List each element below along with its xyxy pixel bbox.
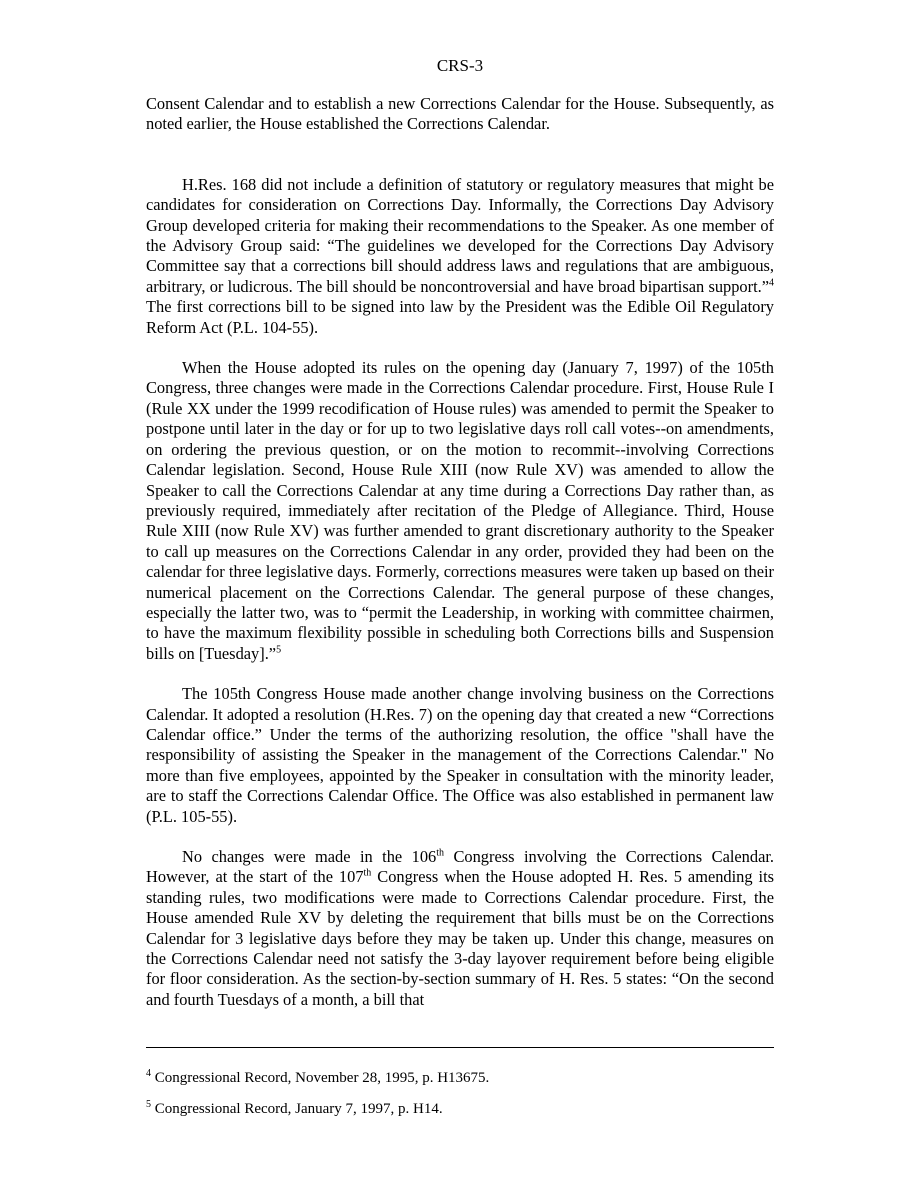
footnote-number: 5	[146, 1099, 151, 1110]
footnotes	[146, 1068, 774, 1130]
paragraph-text: The first corrections bill to be signed into law by the President was the Edible Oil Regulatory Reform Act (P.L. 104-55).	[146, 297, 774, 337]
footnote-5	[146, 1099, 774, 1119]
paragraph-105th-rule-changes	[146, 358, 774, 664]
ordinal-suffix: th	[363, 867, 372, 879]
footnote-4	[146, 1068, 774, 1088]
footnote-ref-5: 5	[276, 644, 282, 656]
footnote-text: Congressional Record, January 7, 1997, p. H14.	[151, 1101, 443, 1117]
footnote-divider	[146, 1047, 774, 1048]
footnote-number: 4	[146, 1068, 151, 1079]
footnote-ref-4: 4	[769, 277, 774, 289]
paragraph-text: H.Res. 168 did not include a definition of statutory or regulatory measures that might be candidates for consideration on Corrections Day. Informally, the Corrections Day Advisory Group developed criteria for making their recommendations to the Speaker. As one member of the Advisory Group said: “The guidelines we developed for the Corrections Day Advisory Committee say that a corrections bill should address laws and regulations that are ambiguous, arbitrary, or ludicrous. The bill should be noncontroversial and have broad bipartisan support.”	[146, 174, 774, 296]
paragraph-text: Congress when the House adopted H. Res. 5 amending its standing rules, two modifications were made to Corrections Calendar procedure. First, the House amended Rule XV by deleting the requirement that bills must be on the Corrections Calendar for 3 legislative days before they may be taken up. Under this change, measures on the Corrections Calendar need not satisfy the 3-day layover requirement before being eligible for floor consideration. As the section-by-section summary of H. Res. 5 states: “On the second and fourth Tuesdays of a month, a bill that	[146, 867, 775, 1009]
page-number: CRS-3	[436, 56, 484, 75]
paragraph-107th-changes	[146, 847, 774, 1010]
body-text	[146, 94, 774, 1010]
footnote-text: Congressional Record, November 28, 1995, p. H13675.	[151, 1070, 490, 1086]
ordinal-suffix: th	[436, 847, 445, 859]
paragraph-corrections-office: The 105th Congress House made another change involving business on the Corrections Calendar. It adopted a resolution (H.Res. 7) on the opening day that created a new “Corrections Calendar office.” Under the terms of the authorizing resolution, the office "shall have the responsibility of assisting the Speaker in the management of the Corrections Calendar." No more than five employees, appointed by the Speaker in consultation with the minority leader, are to staff the Corrections Calendar Office. The Office was also established in permanent law (P.L. 105-55).	[146, 684, 774, 826]
paragraph-text: Congress involving the Corrections Calendar. However, at the start of the 107	[146, 847, 774, 887]
paragraph-text: When the House adopted its rules on the opening day (January 7, 1997) of the 105th Congress, three changes were made in the Corrections Calendar procedure. First, House Rule I (Rule XX under the 1999 recodification of House rules) was amended to permit the Speaker to postpone until later in the day or for up to two legislative days roll call votes--on amendments, on ordering the previous question, or on the motion to recommit--involving Corrections Calendar legislation. Second, House Rule XIII (now Rule XV) was amended to allow the Speaker to call the Corrections Calendar at any time during a Corrections Day rather than, as previously required, immediately after recitation of the Pledge of Allegiance. Third, House Rule XIII (now Rule XV) was further amended to grant discretionary authority to the Speaker to call up measures on the Corrections Calendar in any order, provided they had been on the calendar for three legislative days. Formerly, corrections measures were taken up based on their numerical placement on the Corrections Calendar. The general purpose of these changes, especially the latter two, was to “permit the Leadership, in working with committee chairmen, to have the maximum flexibility possible in scheduling both Corrections bills and Suspension bills on [Tuesday].”	[146, 358, 774, 663]
paragraph-text: No changes were made in the 106	[182, 847, 437, 866]
paragraph-continuation: Consent Calendar and to establish a new Corrections Calendar for the House. Subsequently, as noted earlier, the House established the Corrections Calendar.	[146, 94, 774, 134]
paragraph-corrections-criteria	[146, 175, 774, 338]
